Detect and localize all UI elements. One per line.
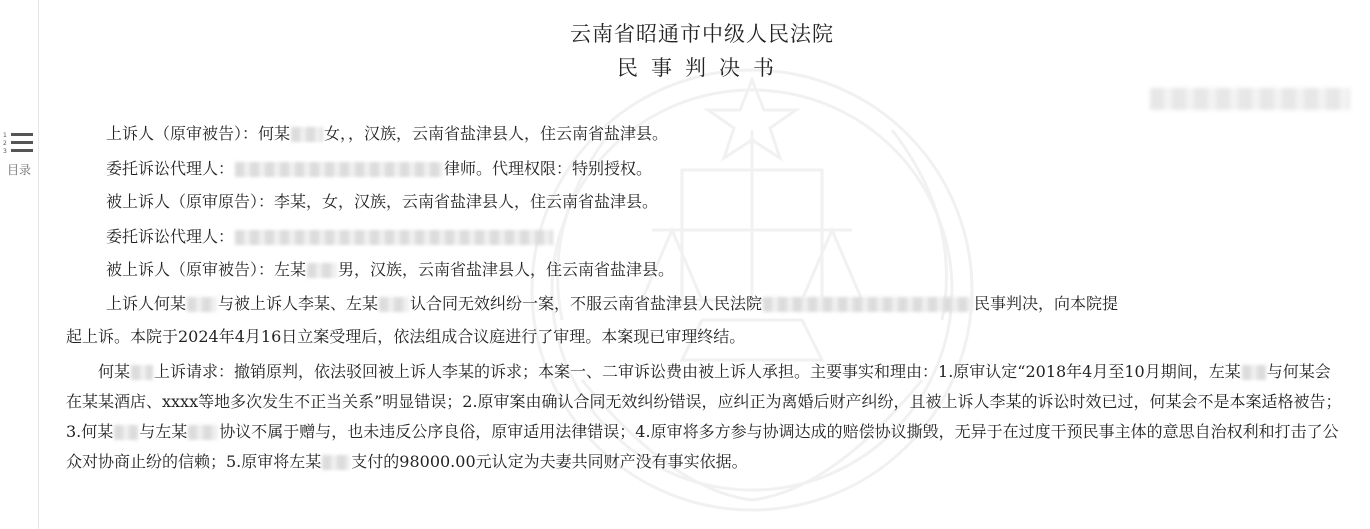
- redaction: [114, 425, 138, 440]
- case-intro-text: 民事判决，向本院提: [974, 294, 1119, 313]
- party-text: 男，汉族，云南省盐津县人，住云南省盐津县。: [338, 260, 675, 279]
- redaction: [131, 365, 153, 380]
- left-sidebar: [0, 0, 39, 529]
- party-appellee-agent: [66, 222, 1370, 252]
- party-appellant: [66, 119, 1370, 149]
- svg-text:2: 2: [3, 140, 7, 147]
- appeal-text: 何某: [98, 362, 131, 381]
- redaction: [322, 455, 350, 470]
- redaction: [307, 263, 337, 278]
- document-type-title: 民事判决书: [617, 56, 787, 80]
- redaction: [291, 127, 323, 142]
- appeal-text: 与何某会在某某酒店、xxxx等地多次发生不正当关系”明显错误；2.原审案由确认合同无效纠纷错误，应纠正为离婚后财产纠纷，且被上诉人李某的诉讼时效已过，何某会不是本案适格被告；3.何某: [66, 362, 1342, 441]
- case-intro-line1: [66, 289, 1370, 319]
- redaction: [187, 297, 217, 312]
- appeal-request-paragraph: [66, 357, 1342, 477]
- party-text: 女，，汉族，云南省盐津县人，住云南省盐津县。: [324, 124, 669, 143]
- appeal-text: 协议不属于赠与，也未违反公序良俗，原审适用法律错误；4.原审将多方参与协调达成的赔偿协议撕毁，无异于在过度干预民事主体的意思自治权利和打击了公众对协商止纷的信赖；5.原审将左某: [66, 422, 1339, 471]
- appeal-text: 支付的98000.00元认定为夫妻共同财产没有事实依据。: [351, 452, 748, 471]
- party-text: 被上诉人（原审原告）：李某，女，汉族，云南省盐津县人，住云南省盐津县。: [106, 192, 659, 211]
- numbered-list-icon: [3, 130, 35, 156]
- redaction: [1242, 365, 1266, 380]
- redaction: [379, 297, 409, 312]
- toc-button[interactable]: [0, 128, 38, 180]
- redaction: [188, 425, 218, 440]
- case-number-redacted: [1150, 88, 1350, 110]
- party-text: 委托诉讼代理人：: [106, 227, 235, 246]
- document-page: [66, 0, 1356, 529]
- svg-text:1: 1: [3, 132, 7, 139]
- appeal-text: 上诉请求：撤销原判，依法驳回被上诉人李某的诉求；本案一、二审诉讼费由被上诉人承担。主要事实和理由：1.原审认定“2018年4月至10月期间，左某: [154, 362, 1241, 381]
- party-appellee: [66, 187, 1370, 217]
- case-intro-line2: 起上诉。本院于2024年4月16日立案受理后，依法组成合议庭进行了审理。本案现已审理终结。: [66, 327, 746, 346]
- party-text: 委托诉讼代理人：: [106, 159, 235, 178]
- party-appellee-2: [66, 255, 1370, 285]
- case-intro-text: 上诉人何某: [106, 294, 187, 313]
- redaction: [763, 297, 973, 312]
- case-intro-text: 与被上诉人李某、左某: [218, 294, 379, 313]
- court-name: 云南省昭通市中级人民法院: [570, 22, 834, 46]
- appeal-text: 与左某: [139, 422, 188, 441]
- svg-text:3: 3: [3, 148, 7, 155]
- toc-label: 目录: [6, 163, 31, 177]
- redaction: [235, 162, 443, 177]
- redaction: [235, 230, 553, 245]
- party-text: 律师。代理权限：特别授权。: [444, 159, 653, 178]
- case-intro-text: 认合同无效纠纷一案，不服云南省盐津县人民法院: [410, 294, 763, 313]
- party-appellant-agent: [66, 154, 1370, 184]
- party-text: 上诉人（原审被告）：何某: [106, 124, 291, 143]
- party-text: 被上诉人（原审被告）：左某: [106, 260, 307, 279]
